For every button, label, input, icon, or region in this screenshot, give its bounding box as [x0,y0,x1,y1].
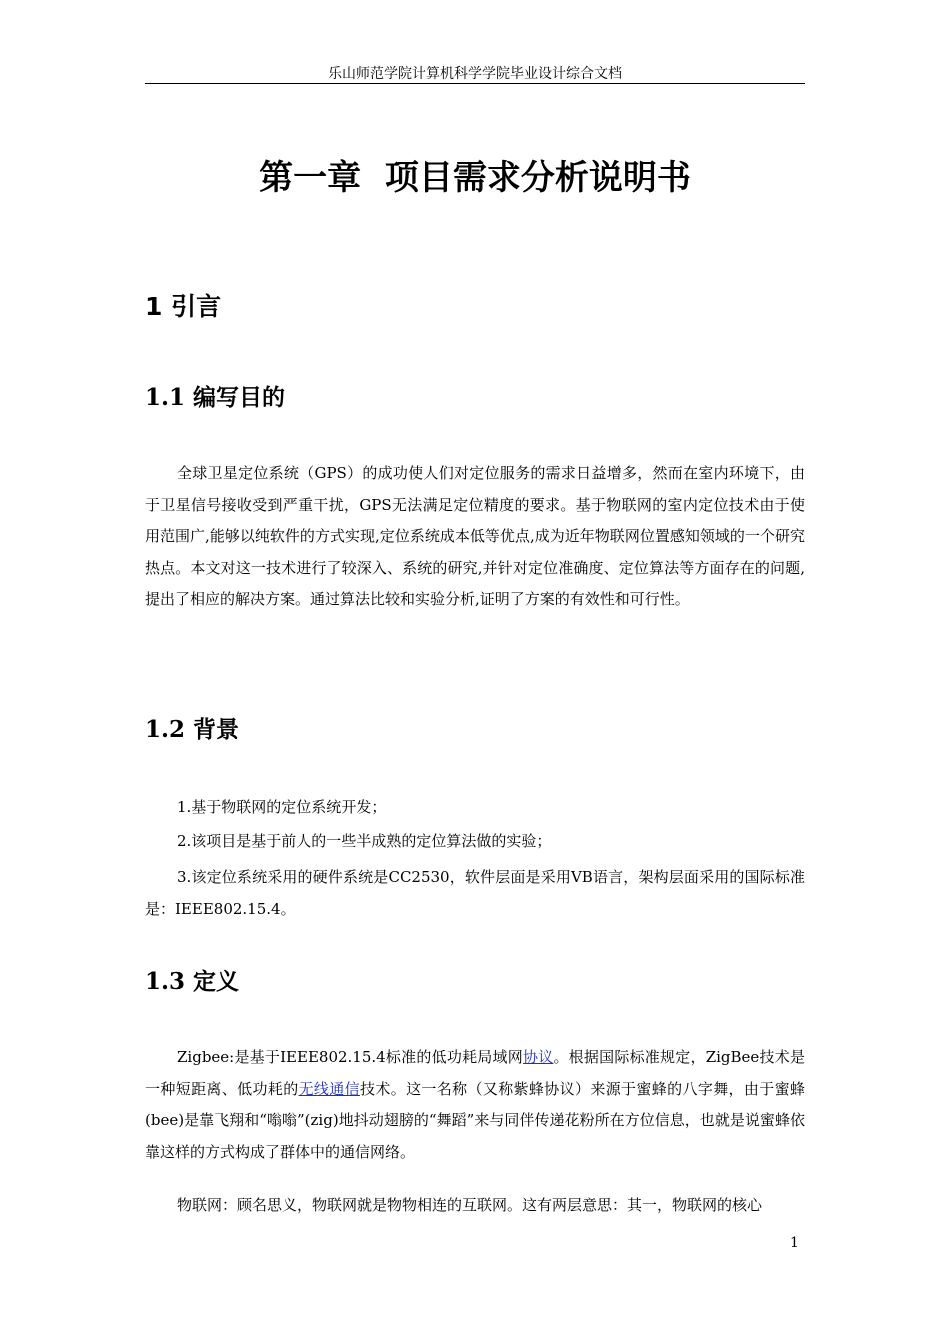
section-heading-background: 1.2 背景 [145,716,240,743]
protocol-link[interactable]: 协议 [522,1048,554,1066]
zigbee-text-3: 技术。这一名称（又称紫蜂协议）来源于蜜蜂的八字舞，由于蜜蜂(bee)是靠飞翔和“嗡嗡”(zig)地抖动翅膀的“舞蹈”来与同伴传递花粉所在方位信息，也就是说蜜蜂依靠这样的方式构成了群体中的通信网络。 [145,1079,805,1161]
section-heading-definitions: 1.3 定义 [145,968,240,995]
page-header: 乐山师范学院计算机科学学院毕业设计综合文档 [328,66,622,82]
iot-paragraph: 物联网：顾名思义，物联网就是物物相连的互联网。这有两层意思：其一，物联网的核心 [177,1196,763,1214]
section-heading-purpose: 1.1 编写目的 [145,384,286,411]
chapter-title: 第一章 项目需求分析说明书 [259,158,691,198]
zigbee-text-2: 。根据国际标准规定，ZigBee技术是一种短距离、低功耗的 [145,1048,805,1098]
header-rule [145,83,805,84]
wireless-communication-link[interactable]: 无线通信 [298,1079,360,1098]
section-heading-intro: 1 引言 [145,292,222,321]
page-number: 1 [790,1235,799,1251]
background-item-2: 2.该项目是基于前人的一些半成熟的定位算法做的实验； [177,832,552,850]
background-item-3: 3.该定位系统采用的硬件系统是CC2530，软件层面是采用VB语言，架构层面采用的国际标准是：IEEE802.15.4。 [145,868,805,918]
purpose-paragraph: 全球卫星定位系统（GPS）的成功使人们对定位服务的需求日益增多，然而在室内环境下，由于卫星信号接收受到严重干扰，GPS无法满足定位精度的要求。基于物联网的室内定位技术由于使用范围广,能够以纯软件的方式实现,定位系统成本低等优点,成为近年物联网位置感知领域的一个研究热点。本文对这一技术进行了较深入、系统的研究,并针对定位准确度、定位算法等方面存在的问题,提出了相应的解决方案。通过算法比较和实验分析,证明了方案的有效性和可行性。 [145,464,805,608]
zigbee-text-1: Zigbee:是基于IEEE802.15.4标准的低功耗局域网 [177,1048,523,1066]
background-item-1: 1.基于物联网的定位系统开发； [177,798,387,816]
zigbee-paragraph [145,1042,805,1168]
